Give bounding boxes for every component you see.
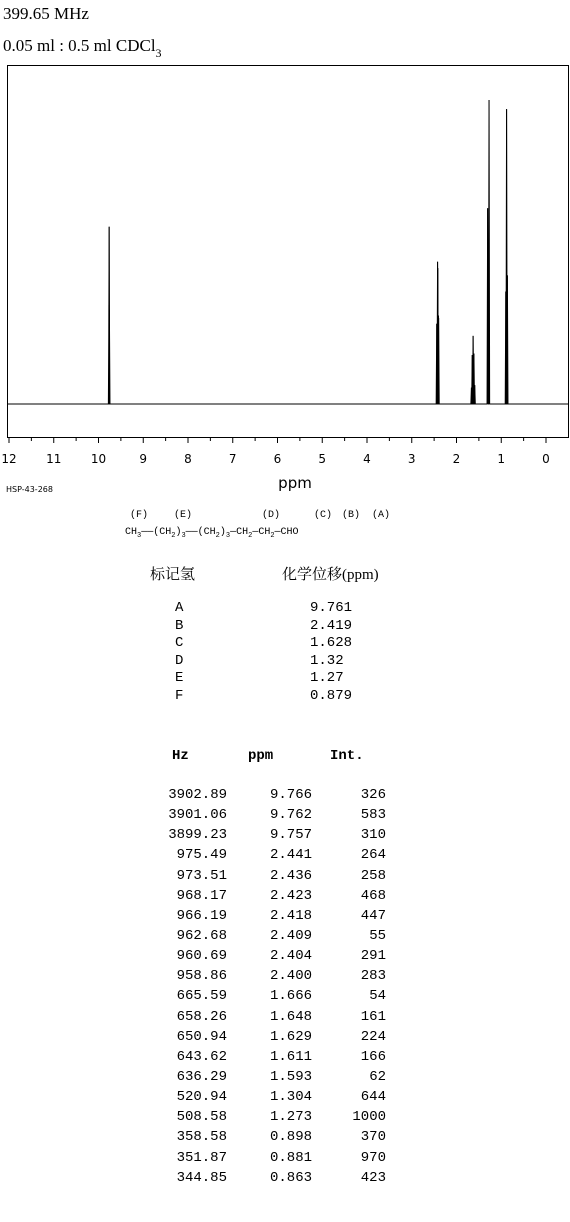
x-tick-label: 12 <box>1 452 17 466</box>
x-tick-labels <box>1 452 549 466</box>
peak-row <box>0 1029 570 1049</box>
peak-row <box>0 1170 570 1190</box>
assignment-header-label: 标记氢 <box>150 567 196 583</box>
peak-row <box>0 1089 570 1109</box>
formula-subscript: 3 <box>225 532 231 540</box>
peak-int: 54 <box>369 988 386 1005</box>
peak-ppm: 1.304 <box>269 1089 312 1106</box>
peak-ppm: 9.757 <box>269 827 312 844</box>
peak-row <box>0 787 570 807</box>
peak-row <box>0 908 570 928</box>
x-tick-label: 2 <box>452 452 461 466</box>
peak-ppm: 9.766 <box>269 787 312 803</box>
peak-hz: 962.68 <box>176 927 227 944</box>
assignment-header-shift: 化学位移(ppm) <box>282 567 379 583</box>
peak-row <box>0 847 570 867</box>
formula-part: —CH <box>252 527 271 538</box>
peak-int: 468 <box>360 887 386 904</box>
assignment-label: E <box>175 670 184 687</box>
peak-hz: 665.59 <box>176 988 227 1005</box>
x-tick-label: 5 <box>318 452 327 466</box>
peak-ppm: 1.611 <box>269 1048 312 1065</box>
assignment-row <box>0 618 570 636</box>
peak-row <box>0 868 570 888</box>
assignment-row <box>0 670 570 688</box>
peak-int: 583 <box>360 807 386 824</box>
peak-ppm: 2.436 <box>269 867 312 884</box>
peak-row <box>0 827 570 847</box>
x-tick-label: 0 <box>542 452 550 466</box>
spectrometer-frequency: 399.65 MHz <box>3 4 89 23</box>
structure-label: (F) <box>130 510 149 521</box>
peak-row <box>0 1109 570 1129</box>
peak-int: 644 <box>360 1089 386 1106</box>
x-axis-label: ppm <box>278 474 312 492</box>
peak-header-int: Int. <box>330 748 364 764</box>
structure-label: (E) <box>174 510 193 521</box>
assignment-label: B <box>175 617 184 634</box>
x-tick-label: 10 <box>90 452 107 466</box>
formula-part: ——(CH <box>141 527 172 538</box>
solvent-subscript: 3 <box>155 46 162 60</box>
x-tick-label: 3 <box>407 452 416 466</box>
peak-hz: 344.85 <box>176 1169 227 1186</box>
formula-subscript: 2 <box>215 532 220 540</box>
peak-ppm: 2.400 <box>269 968 312 985</box>
peak-hz: 968.17 <box>176 887 227 904</box>
peak-int: 283 <box>360 968 386 985</box>
x-tick-label: 6 <box>273 452 282 466</box>
formula-part: ——(CH <box>185 527 216 538</box>
peak-row <box>0 807 570 827</box>
peak-int: 1000 <box>352 1109 386 1126</box>
structure-formula <box>122 524 452 541</box>
peak-hz: 636.29 <box>176 1068 227 1085</box>
assignment-shift: 9.761 <box>310 600 353 616</box>
peak-row <box>0 1069 570 1089</box>
spectrum-code: HSP-43-268 <box>6 485 53 494</box>
assignment-label: F <box>175 687 184 704</box>
peak-row <box>0 968 570 988</box>
peak-ppm: 0.881 <box>269 1149 312 1166</box>
peak-int: 224 <box>360 1028 386 1045</box>
nmr-spectrum-chart <box>0 0 570 480</box>
peak-hz: 3899.23 <box>168 827 227 844</box>
peak-int: 291 <box>360 948 386 965</box>
peak-ppm: 0.863 <box>269 1169 312 1186</box>
peak-ppm: 2.418 <box>269 907 312 924</box>
assignment-shift: 1.628 <box>310 635 353 652</box>
peak-ppm: 2.409 <box>269 927 312 944</box>
x-tick-label: 1 <box>497 452 506 466</box>
assignment-row <box>0 688 570 706</box>
peak-row <box>0 988 570 1008</box>
peak-row <box>0 1129 570 1149</box>
peak-ppm: 1.648 <box>269 1008 312 1025</box>
formula-subscript: 2 <box>248 532 253 540</box>
formula-part: ) <box>175 527 182 538</box>
x-tick-label: 4 <box>363 452 371 466</box>
formula-part: CH <box>125 527 138 538</box>
formula-subscript: 2 <box>171 532 176 540</box>
assignment-table <box>0 600 570 706</box>
peak-hz: 958.86 <box>176 968 227 985</box>
assignment-label: A <box>175 600 184 616</box>
peak-ppm: 1.273 <box>269 1109 312 1126</box>
peak-header-hz: Hz <box>172 748 189 764</box>
molecular-structure <box>122 507 452 541</box>
structure-label: (D) <box>262 510 281 521</box>
peak-int: 264 <box>360 847 386 864</box>
peak-int: 370 <box>360 1129 386 1146</box>
peak-int: 55 <box>369 927 386 944</box>
peak-table-header <box>0 748 570 768</box>
peak-hz: 973.51 <box>176 867 227 884</box>
peak-hz: 966.19 <box>176 907 227 924</box>
assignment-shift: 0.879 <box>310 687 353 704</box>
structure-label: (B) <box>342 510 361 521</box>
peak-table <box>0 787 570 1190</box>
peak-hz: 960.69 <box>176 948 227 965</box>
peak-int: 310 <box>360 827 386 844</box>
peak-hz: 351.87 <box>176 1149 227 1166</box>
x-tick-label: 8 <box>184 452 192 466</box>
spectrum-trace <box>8 100 568 404</box>
peak-row <box>0 1049 570 1069</box>
peak-ppm: 2.423 <box>269 887 312 904</box>
peak-int: 970 <box>360 1149 386 1166</box>
peak-row <box>0 888 570 908</box>
x-tick-label: 11 <box>46 452 62 466</box>
formula-text <box>125 524 299 545</box>
plot-frame <box>8 66 569 438</box>
peak-row <box>0 948 570 968</box>
solvent-text: 0.05 ml : 0.5 ml CDCl <box>3 36 156 55</box>
formula-subscript: 3 <box>181 532 186 540</box>
formula-part: ) <box>219 527 226 538</box>
peak-hz: 3902.89 <box>168 787 227 803</box>
peak-ppm: 2.441 <box>269 847 312 864</box>
peak-hz: 520.94 <box>176 1089 227 1106</box>
peak-hz: 650.94 <box>176 1028 227 1045</box>
formula-part: —CHO <box>274 527 299 538</box>
assignment-shift: 1.32 <box>310 652 344 669</box>
x-tick-label: 9 <box>139 452 148 466</box>
structure-labels <box>122 507 452 524</box>
x-ticks <box>9 438 546 444</box>
assignment-row <box>0 653 570 671</box>
peak-lines <box>109 100 507 404</box>
peak-hz: 975.49 <box>176 847 227 864</box>
peak-int: 161 <box>360 1008 386 1025</box>
peak-ppm: 9.762 <box>269 807 312 824</box>
assignment-row <box>0 600 570 618</box>
peak-int: 258 <box>360 867 386 884</box>
peak-row <box>0 928 570 948</box>
peak-hz: 643.62 <box>176 1048 227 1065</box>
assignment-shift: 1.27 <box>310 670 344 687</box>
peak-hz: 508.58 <box>176 1109 227 1126</box>
peak-ppm: 1.666 <box>269 988 312 1005</box>
peak-header-ppm: ppm <box>248 748 274 764</box>
peak-int: 166 <box>360 1048 386 1065</box>
peak-row <box>0 1009 570 1029</box>
peak-hz: 3901.06 <box>168 807 227 824</box>
formula-subscript: 2 <box>270 532 275 540</box>
peak-int: 62 <box>369 1068 386 1085</box>
peak-int: 326 <box>360 787 386 803</box>
peak-row <box>0 1150 570 1170</box>
peak-hz: 358.58 <box>176 1129 227 1146</box>
assignment-label: C <box>175 635 184 652</box>
peak-int: 447 <box>360 907 386 924</box>
assignment-label: D <box>175 652 184 669</box>
structure-label: (C) <box>314 510 333 521</box>
peak-int: 423 <box>360 1169 386 1186</box>
formula-part: —CH <box>230 527 249 538</box>
assignment-row <box>0 635 570 653</box>
x-tick-label: 7 <box>228 452 237 466</box>
peak-ppm: 0.898 <box>269 1129 312 1146</box>
peak-ppm: 1.593 <box>269 1068 312 1085</box>
assignment-shift: 2.419 <box>310 617 353 634</box>
structure-label: (A) <box>372 510 391 521</box>
peak-ppm: 2.404 <box>269 948 312 965</box>
peak-hz: 658.26 <box>176 1008 227 1025</box>
peak-ppm: 1.629 <box>269 1028 312 1045</box>
formula-subscript: 3 <box>137 532 142 540</box>
